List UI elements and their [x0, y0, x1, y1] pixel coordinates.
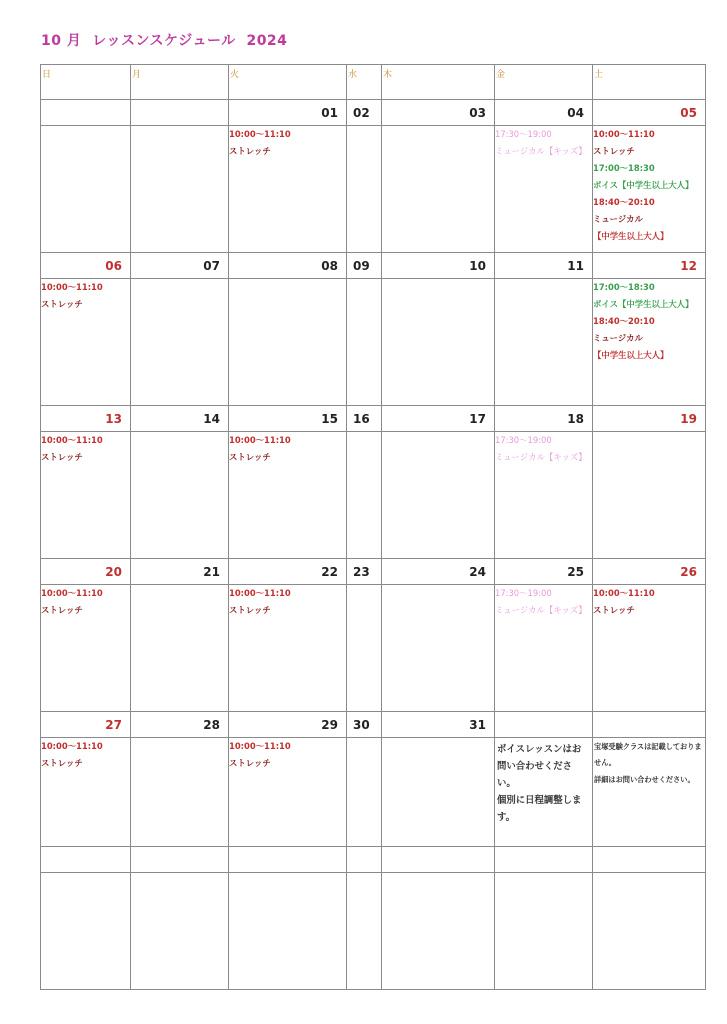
day-cell [41, 432, 131, 559]
day-number: 07 [131, 253, 229, 279]
day-cell [593, 126, 706, 253]
day-cell [593, 432, 706, 559]
lesson-time: 17:00～18:30 [593, 282, 655, 292]
day-cell [347, 126, 382, 253]
empty-cell [495, 873, 593, 990]
lesson-time: 10:00～11:10 [41, 435, 103, 445]
empty-cell [495, 847, 593, 873]
weekday-thu: 木 [382, 65, 495, 100]
day-number: 16 [347, 406, 382, 432]
day-number: 14 [131, 406, 229, 432]
day-number: 21 [131, 559, 229, 585]
weekday-sat: 土 [593, 65, 706, 100]
day-cell [41, 279, 131, 406]
calendar-table [40, 64, 706, 990]
day-number: 17 [382, 406, 495, 432]
lesson-time: 18:40～20:10 [593, 197, 655, 207]
day-cell [495, 279, 593, 406]
weekday-header-row [41, 65, 706, 100]
empty-cell [41, 847, 131, 873]
empty-cell [593, 873, 706, 990]
empty-cell [347, 847, 382, 873]
day-number [41, 100, 131, 126]
lesson-name: ミュージカル [593, 333, 643, 343]
lesson-time: 10:00～11:10 [229, 129, 291, 139]
lesson-time: 18:40～20:10 [593, 316, 655, 326]
day-number: 31 [382, 712, 495, 738]
empty-row [41, 873, 706, 990]
day-number: 28 [131, 712, 229, 738]
day-cell [347, 585, 382, 712]
lesson-name: ミュージカル【キッズ】 [495, 146, 587, 156]
lesson-time: 10:00～11:10 [229, 741, 291, 751]
empty-cell [382, 847, 495, 873]
events-row [41, 432, 706, 559]
lesson-extra: 【中学生以上大人】 [593, 350, 669, 360]
lesson-name: ストレッチ [593, 146, 635, 156]
lesson-name: ストレッチ [41, 605, 83, 615]
day-cell [41, 738, 131, 847]
events-row [41, 585, 706, 712]
day-number: 13 [41, 406, 131, 432]
events-row [41, 279, 706, 406]
lesson-name: ストレッチ [41, 299, 83, 309]
day-cell [495, 432, 593, 559]
day-number: 04 [495, 100, 593, 126]
events-row [41, 126, 706, 253]
day-number: 01 [229, 100, 347, 126]
day-cell [382, 279, 495, 406]
day-cell [495, 126, 593, 253]
day-number: 29 [229, 712, 347, 738]
day-cell [131, 279, 229, 406]
day-number: 30 [347, 712, 382, 738]
lesson-name: ストレッチ [229, 605, 271, 615]
day-number: 27 [41, 712, 131, 738]
lesson-time: 10:00～11:10 [41, 588, 103, 598]
lesson-time: 17:30～19:00 [495, 435, 552, 445]
day-number: 23 [347, 559, 382, 585]
day-cell [229, 585, 347, 712]
lesson-name: ストレッチ [593, 605, 635, 615]
day-number: 12 [593, 253, 706, 279]
lesson-name: ボイス【中学生以上大人】 [593, 299, 694, 309]
empty-cell [131, 847, 229, 873]
day-number: 20 [41, 559, 131, 585]
day-cell [229, 126, 347, 253]
lesson-time: 10:00～11:10 [229, 588, 291, 598]
events-row [41, 738, 706, 847]
day-cell [593, 279, 706, 406]
day-cell [382, 738, 495, 847]
empty-cell [593, 847, 706, 873]
day-cell [229, 432, 347, 559]
weekday-sun: 日 [41, 65, 131, 100]
day-number: 11 [495, 253, 593, 279]
day-number: 06 [41, 253, 131, 279]
lesson-name: ストレッチ [229, 758, 271, 768]
lesson-time: 10:00～11:10 [593, 588, 655, 598]
lesson-time: 17:00～18:30 [593, 163, 655, 173]
day-number [593, 712, 706, 738]
day-cell [229, 279, 347, 406]
weekday-mon: 月 [131, 65, 229, 100]
empty-cell [41, 873, 131, 990]
lesson-time: 10:00～11:10 [41, 282, 103, 292]
page-title: 10 月 レッスンスケジュール 2024 [41, 33, 288, 49]
day-number: 26 [593, 559, 706, 585]
lesson-name: ストレッチ [229, 146, 271, 156]
day-cell [41, 126, 131, 253]
takarazuka-note: 宝塚受験クラスは記載しておりません。 [594, 742, 702, 767]
lesson-time: 17:30～19:00 [495, 588, 552, 598]
lesson-name: ミュージカル【キッズ】 [495, 452, 587, 462]
day-number: 05 [593, 100, 706, 126]
date-row [41, 559, 706, 585]
date-row [41, 712, 706, 738]
empty-cell [131, 873, 229, 990]
lesson-name: ストレッチ [229, 452, 271, 462]
day-cell [131, 738, 229, 847]
lesson-name: ストレッチ [41, 758, 83, 768]
voice-lesson-note: ボイスレッスンはお問い合わせください。 個別に日程調整します。 [497, 744, 582, 823]
weekday-tue: 火 [229, 65, 347, 100]
lesson-name: ストレッチ [41, 452, 83, 462]
day-number: 02 [347, 100, 382, 126]
day-number: 08 [229, 253, 347, 279]
day-cell [347, 432, 382, 559]
day-cell [382, 126, 495, 253]
date-row [41, 253, 706, 279]
day-number: 24 [382, 559, 495, 585]
day-cell [347, 279, 382, 406]
day-cell [593, 738, 706, 847]
day-cell [131, 126, 229, 253]
day-number: 15 [229, 406, 347, 432]
lesson-time: 17:30～19:00 [495, 129, 552, 139]
day-number [495, 712, 593, 738]
lesson-name: ミュージカル [593, 214, 643, 224]
lesson-name: ボイス【中学生以上大人】 [593, 180, 694, 190]
lesson-time: 10:00～11:10 [41, 741, 103, 751]
date-row [41, 100, 706, 126]
day-number: 03 [382, 100, 495, 126]
weekday-fri: 金 [495, 65, 593, 100]
day-number: 19 [593, 406, 706, 432]
empty-cell [382, 873, 495, 990]
date-row [41, 406, 706, 432]
lesson-time: 10:00～11:10 [593, 129, 655, 139]
day-cell [593, 585, 706, 712]
empty-row [41, 847, 706, 873]
day-cell [495, 738, 593, 847]
day-cell [131, 432, 229, 559]
day-number: 09 [347, 253, 382, 279]
lesson-time: 10:00～11:10 [229, 435, 291, 445]
lesson-name: ミュージカル【キッズ】 [495, 605, 587, 615]
inquiry-note: 詳細はお問い合わせください。 [594, 775, 695, 784]
day-number: 18 [495, 406, 593, 432]
day-cell [131, 585, 229, 712]
empty-cell [229, 873, 347, 990]
day-cell [229, 738, 347, 847]
day-number [131, 100, 229, 126]
day-number: 22 [229, 559, 347, 585]
day-cell [347, 738, 382, 847]
empty-cell [229, 847, 347, 873]
empty-cell [347, 873, 382, 990]
day-number: 10 [382, 253, 495, 279]
lesson-extra: 【中学生以上大人】 [593, 231, 669, 241]
day-number: 25 [495, 559, 593, 585]
day-cell [495, 585, 593, 712]
day-cell [382, 432, 495, 559]
day-cell [382, 585, 495, 712]
weekday-wed: 水 [347, 65, 382, 100]
day-cell [41, 585, 131, 712]
